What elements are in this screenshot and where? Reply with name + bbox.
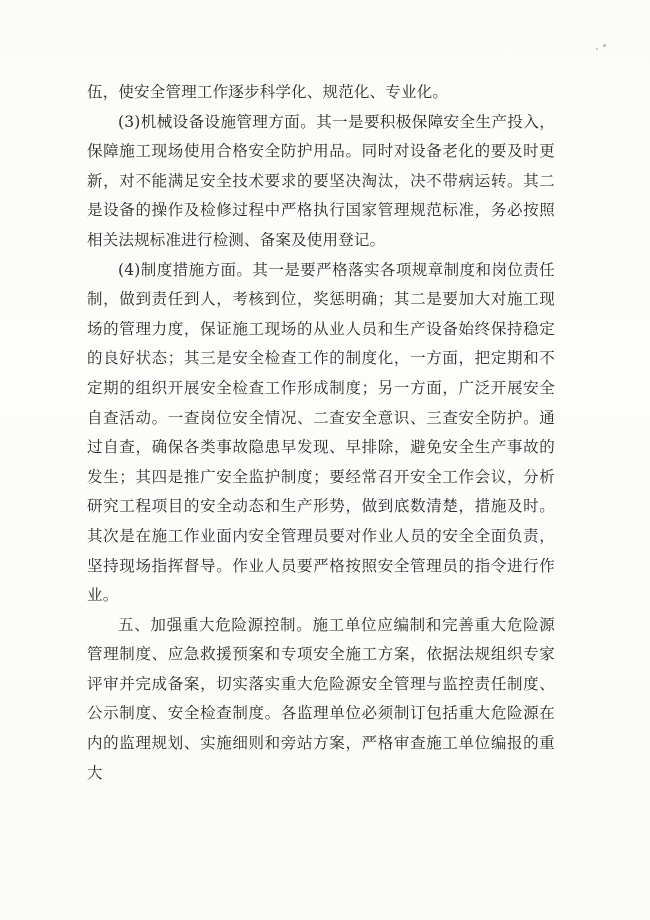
scan-speck (603, 44, 606, 47)
scan-speck (596, 48, 598, 50)
paragraph-major-hazard-control: 五、加强重大危险源控制。施工单位应编制和完善重大危险源管理制度、应急救援预案和专项安全施工方案，依据法规组织专家评审并完成备案，切实落实重大危险源安全管理与监控责任制度、公示制度、安全检查制度。各监理单位必须制订包括重大危险源在内的监理规划、实施细则和旁站方案，严格审查施工单位编报的重大 (87, 615, 555, 782)
paragraph-continuation: 伍，使安全管理工作逐步科学化、规范化、专业化。 (87, 83, 449, 101)
document-body (87, 78, 555, 788)
paragraph-system-measures: (4)制度措施方面。其一是要严格落实各项规章制度和岗位责任制，做到责任到人，考核到位，奖惩明确；其二是要加大对施工现场的管理力度，保证施工现场的从业人员和生产设备始终保持稳定的良好状态；其三是安全检查工作的制度化，一方面，把定期和不定期的组织开展安全检查工作形成制度；另一方面，广泛开展安全自查活动。一查岗位安全情况、二查安全意识、三查安全防护。通过自查，确保各类事故隐患早发现、早排除，避免安全生产事故的发生；其四是推广安全监护制度；要经常召开安全工作会议，分析研究工程项目的安全动态和生产形势，做到底数清楚，措施及时。其次是在施工作业面内安全管理员要对作业人员的安全全面负责，坚持现场指挥督导。作业人员要严格按照安全管理员的指令进行作业。 (87, 260, 555, 605)
paragraph-machinery-management: (3)机械设备设施管理方面。其一是要积极保障安全生产投入，保障施工现场使用合格安全防护用品。同时对设备老化的要及时更新，对不能满足安全技术要求的要坚决淘汰，决不带病运转。其二是设备的操作及检修过程中严格执行国家管理规范标准，务必按照相关法规标准进行检测、备案及使用登记。 (87, 112, 555, 249)
